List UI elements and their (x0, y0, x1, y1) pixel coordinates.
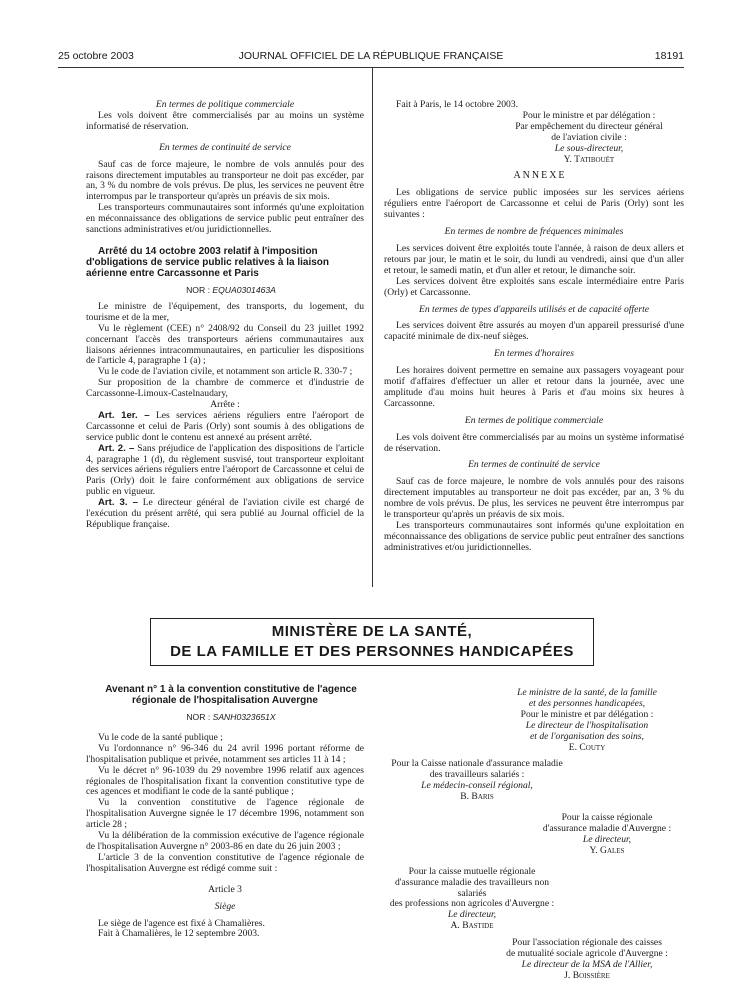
section-title: En termes de nombre de fréquences minimales (444, 226, 624, 238)
article-2: Art. 2. – Sans préjudice de l'application des dispositions de l'article 4, paragraphe 1 (d), du règlement susvisé, tout transporteur exploitant des services aériens réguliers entre l'aéroport de Carcassonne et celui de Paris (Orly) doit le faire conformément aux obligations de service public en vigueur. (86, 442, 364, 498)
paragraph: L'article 3 de la convention constitutive de l'agence régionale de l'hospitalisation Auvergne est rédigé comme suit : (86, 851, 364, 874)
signature-cram: Pour la caisse régionale d'assurance maladie d'Auvergne : Le directeur, Y. Gales (542, 812, 672, 856)
paragraph: Vu le code de l'aviation civile, et notamment son article R. 330-7 ; (98, 366, 353, 378)
paragraph: Les horaires doivent permettre en semaine aux passagers voyageant pour motif d'affaires d'effectuer un aller et retour dans la journée, avec une amplitude d'au moins huit heures à Paris et d'au moins six heures à Carcassonne. (384, 365, 684, 409)
signatures-column (380, 688, 684, 982)
paragraph: Les services doivent être exploités toute l'année, à raison de deux allers et retours par jour, le matin et le soir, du lundi au vendredi, ainsi que d'un aller et retour, le samedi matin, et d'un aller et retour, le dimanche soir. (384, 242, 684, 276)
article-heading: Article 3 (208, 883, 242, 895)
avenant-title: Avenant n° 1 à la convention constitutive de l'agence régionale de l'hospitalisation Auvergne (105, 684, 357, 706)
paragraph: Les transporteurs communautaires sont informés qu'une exploitation en méconnaissance des obligations de service public peut entraîner des sanctions administratives et/ou juridictionnelles. (384, 520, 684, 553)
ministry-line-2: DE LA FAMILLE ET DES PERSONNES HANDICAPÉES (170, 643, 574, 660)
fait-line: Fait à Paris, le 14 octobre 2003. (396, 99, 519, 110)
section-title: En termes de continuité de service (159, 141, 291, 153)
siege-heading: Siège (214, 900, 236, 912)
header-date: 25 octobre 2003 (58, 50, 134, 62)
signature-cnam: Pour la Caisse nationale d'assurance maladie des travailleurs salariés : Le médecin-conseil régional, B. Baris (391, 758, 563, 803)
paragraph: Le ministre de l'équipement, des transports, du logement, du tourisme et de la mer, (86, 300, 364, 323)
ministry-line-1: MINISTÈRE DE LA SANTÉ, (271, 623, 473, 640)
paragraph: Vu l'ordonnance n° 96-346 du 24 avril 1996 portant réforme de l'hospitalisation publique et privée, notamment ses articles 11 à 14 ; (86, 742, 364, 765)
page-header (58, 50, 684, 66)
paragraph: Vu le décret n° 96-1039 du 29 novembre 1996 relatif aux agences régionales de l'hospitalisation fixant la convention constitutive type de ces agences et modifiant le code de la santé publique ; (86, 764, 364, 798)
nor-reference: NOR : SANH0323651X (186, 712, 276, 722)
nor-reference: NOR : EQUA0301463A (186, 284, 276, 295)
section-title: En termes de continuité de service (468, 459, 600, 471)
ministry-heading-box (150, 618, 594, 666)
article-3: Art. 3. – Le directeur général de l'aviation civile est chargé de l'exécution du présent arrêté, qui sera publié au Journal officiel de la République française. (86, 497, 364, 530)
paragraph: Les vols doivent être commercialisés par au moins un système informatisé de réservation. (384, 431, 684, 454)
paragraph: Vu le code de la santé publique ; (98, 731, 223, 743)
column-divider (372, 67, 373, 587)
section-title: En termes de politique commerciale (464, 414, 604, 426)
section-title: En termes d'horaires (493, 348, 575, 360)
header-journal-title: JOURNAL OFFICIEL DE LA RÉPUBLIQUE FRANÇAISE (238, 50, 504, 62)
arrete-label: Arrête : (210, 399, 240, 411)
header-divider (58, 67, 684, 68)
signature-block: Pour le ministre et par délégation : Par empêchement du directeur général de l'aviation civile : Le sous-directeur, Y. Tatibouët (515, 109, 663, 165)
article-1: Art. 1er. – Les services aériens réguliers entre l'aéroport de Carcassonne et celui de Paris (Orly) sont soumis à des obligations de service public dont le contenu est annexé au présent arrêté. (86, 409, 364, 443)
left-column-bottom (86, 684, 364, 940)
right-column-top (384, 100, 684, 554)
fait-line: Fait à Chamalières, le 12 septembre 2003. (98, 928, 260, 940)
paragraph: Les obligations de service public imposées sur les services aériens réguliers entre l'aéroport de Carcassonne et celui de Paris (Orly) sont les suivantes : (384, 187, 684, 221)
signature-canam: Pour la caisse mutuelle régionale d'assurance maladie des travailleurs non salariés des professions non agricoles d'Auvergne : Le directeur, A. Bastide (389, 865, 555, 932)
arrete-title: Arrêté du 14 octobre 2003 relatif à l'imposition d'obligations de service public relatives à la liaison aérienne entre Carcassonne et Paris (86, 245, 330, 279)
signature-msa: Pour l'association régionale des caisses de mutualité sociale agricole d'Auvergne : Le directeur de la MSA de l'Allier, J. Boissière (506, 937, 668, 981)
header-page-number: 18191 (654, 50, 684, 62)
annexe-title: ANNEXE (513, 170, 567, 182)
paragraph: Vu le règlement (CEE) n° 2408/92 du Conseil du 23 juillet 1992 concernant l'accès des transporteurs aériens communautaires aux liaisons aériennes intracommunautaires, en particulier les dispositions de l'article 4, paragraphe 1 (a) ; (86, 322, 364, 367)
section-title: En termes de politique commerciale (155, 99, 295, 110)
paragraph: Les vols doivent être commercialisés par au moins un système informatisé de réservation. (86, 109, 364, 132)
paragraph: Sauf cas de force majeure, le nombre de vols annulés pour des raisons directement imputables au transporteur ne doit pas excéder, par an, 3 % du nombre de vols prévus. De plus, les services ne peuvent être interrompus par le transporteur qu'après un préavis de six mois. (86, 158, 364, 203)
section-title: En termes de types d'appareils utilisés et de capacité offerte (418, 303, 650, 315)
paragraph: Les services doivent être assurés au moyen d'un appareil pressurisé d'une capacité minimale de dix-neuf sièges. (384, 320, 684, 343)
signature-ministre: Le ministre de la santé, de la famille et des personnes handicapées, Pour le ministre et par délégation : Le directeur de l'hospitalisation et de l'organisation des soins, E. Couty (517, 687, 657, 753)
paragraph: Les transporteurs communautaires sont informés qu'une exploitation en méconnaissance des obligations de service public peut entraîner des sanctions administratives et/ou juridictionnelles. (86, 202, 364, 236)
paragraph: Vu la convention constitutive de l'agence régionale de l'hospitalisation Auvergne signée le 17 décembre 1996, notamment son article 28 ; (86, 797, 364, 831)
paragraph: Sur proposition de la chambre de commerce et d'industrie de Carcassonne-Limoux-Castelnaudary, (86, 377, 364, 400)
left-column-top (86, 100, 364, 531)
paragraph: Le siège de l'agence est fixé à Chamalières. (98, 917, 265, 929)
paragraph: Vu la délibération de la commission exécutive de l'agence régionale de l'hospitalisation Auvergne n° 2003-86 en date du 26 juin 2003 ; (86, 830, 364, 852)
paragraph: Les services doivent être exploités sans escale intermédiaire entre Paris (Orly) et Carcassonne. (384, 275, 684, 298)
paragraph: Sauf cas de force majeure, le nombre de vols annulés pour des raisons directement imputables au transporteur ne doit pas excéder, par an, 3 % du nombre de vols prévus. De plus, les services ne peuvent être interrompus par le transporteur qu'après un préavis de six mois. (384, 476, 684, 521)
